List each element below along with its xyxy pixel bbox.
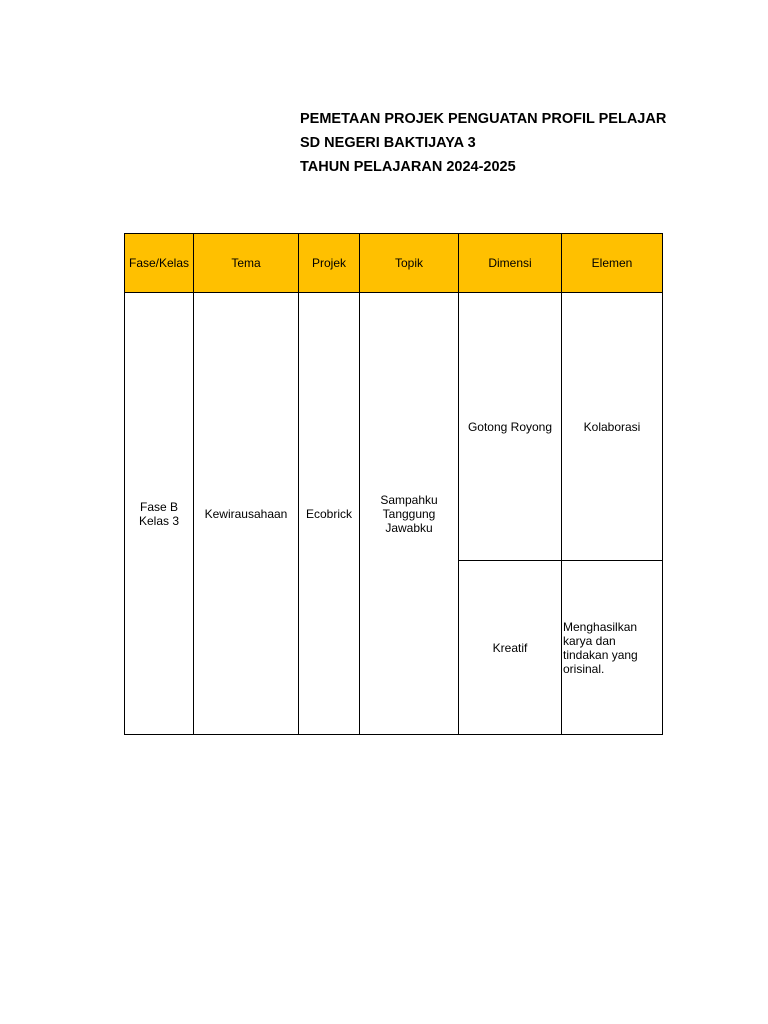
cell-dimensi-1: Gotong Royong bbox=[459, 293, 562, 561]
cell-fase-kelas bbox=[125, 293, 194, 735]
cell-elemen-1 bbox=[562, 293, 663, 561]
topik-line: Sampahku bbox=[380, 492, 438, 507]
fase-label: Fase B bbox=[139, 499, 178, 514]
title-line-1: PEMETAAN PROJEK PENGUATAN PROFIL PELAJAR bbox=[300, 111, 667, 127]
title-line-2: SD NEGERI BAKTIJAYA 3 bbox=[300, 135, 476, 151]
topik-line: Tanggung bbox=[382, 506, 436, 521]
cell-projek: Ecobrick bbox=[299, 293, 360, 735]
header-projek: Projek bbox=[299, 234, 360, 293]
kelas-label: Kelas 3 bbox=[138, 513, 180, 528]
elemen-line: Menghasilkan bbox=[563, 619, 638, 634]
elemen-line: Kolaborasi bbox=[583, 419, 641, 434]
header-tema: Tema bbox=[194, 234, 299, 293]
document-title bbox=[300, 107, 666, 179]
elemen-line: tindakan yang bbox=[563, 647, 638, 662]
header-topik: Topik bbox=[360, 234, 459, 293]
cell-topik bbox=[360, 293, 459, 735]
header-fase-kelas: Fase/Kelas bbox=[125, 234, 194, 293]
table-row bbox=[125, 293, 663, 561]
elemen-line: orisinal. bbox=[563, 661, 605, 676]
cell-tema: Kewirausahaan bbox=[194, 293, 299, 735]
cell-dimensi-2: Kreatif bbox=[459, 561, 562, 735]
title-line-3: TAHUN PELAJARAN 2024-2025 bbox=[300, 159, 516, 175]
header-elemen: Elemen bbox=[562, 234, 663, 293]
project-mapping-table bbox=[124, 233, 663, 735]
table-header-row bbox=[125, 234, 663, 293]
topik-line: Jawabku bbox=[385, 520, 433, 535]
header-dimensi: Dimensi bbox=[459, 234, 562, 293]
cell-elemen-2 bbox=[562, 561, 663, 735]
elemen-line: karya dan bbox=[563, 633, 616, 648]
